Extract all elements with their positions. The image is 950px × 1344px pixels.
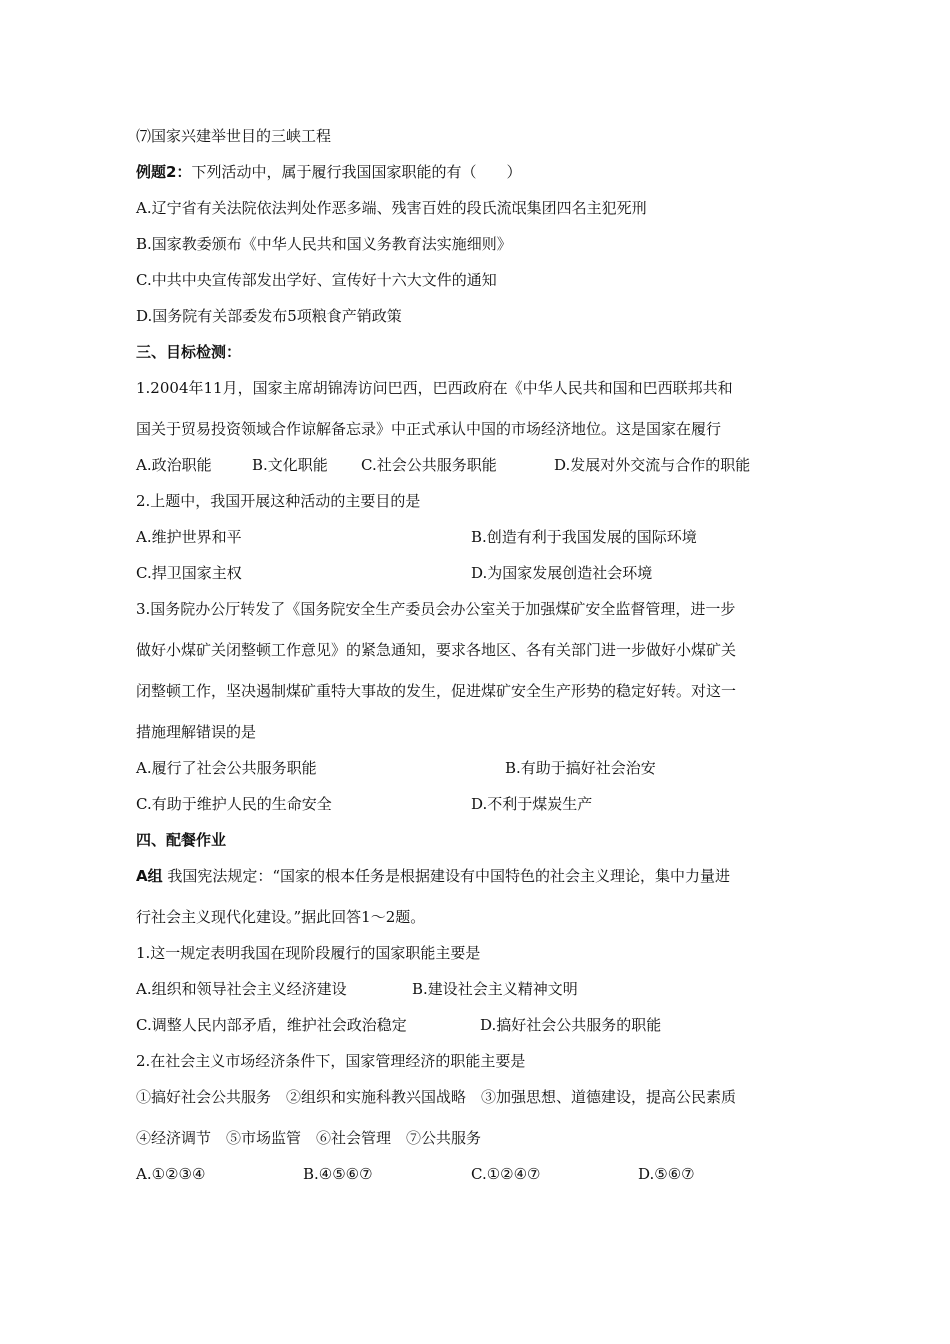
section-heading: 三、目标检测： (136, 343, 242, 361)
option-a: A.辽宁省有关法院依法判处作恶多端、残害百姓的段氏流氓集团四名主犯死刑 (136, 199, 647, 217)
question-text: 3.国务院办公厅转发了《国务院安全生产委员会办公室关于加强煤矿安全监督管理，进一步 (136, 600, 736, 618)
question-items: ④经济调节 ⑤市场监管 ⑥社会管理 ⑦公共服务 (136, 1129, 482, 1147)
option-b: B.文化职能 (252, 456, 328, 474)
question-text: 闭整顿工作，坚决遏制煤矿重特大事故的发生，促进煤矿安全生产形势的稳定好转。对这一 (136, 682, 737, 700)
option-c: C.调整人民内部矛盾，维护社会政治稳定 (136, 1016, 407, 1034)
question-text: 1.这一规定表明我国在现阶段履行的国家职能主要是 (136, 944, 481, 962)
question-text: 国关于贸易投资领域合作谅解备忘录》中正式承认中国的市场经济地位。这是国家在履行 (136, 420, 722, 438)
section-heading: 四、配餐作业 (136, 831, 227, 849)
option-d: D.发展对外交流与合作的职能 (554, 456, 751, 474)
option-d: D.搞好社会公共服务的职能 (480, 1016, 662, 1034)
option-d: D.⑤⑥⑦ (638, 1165, 695, 1183)
question-text: 做好小煤矿关闭整顿工作意见》的紧急通知，要求各地区、各有关部门进一步做好小煤矿关 (136, 641, 737, 659)
question-text: 2.上题中，我国开展这种活动的主要目的是 (136, 492, 421, 510)
example-2-text: 下列活动中，属于履行我国国家职能的有（ ） (191, 163, 522, 181)
option-b: B.国家教委颁布《中华人民共和国义务教育法实施细则》 (136, 235, 512, 253)
text-line: ⑺国家兴建举世目的三峡工程 (136, 127, 332, 145)
option-a: A.①②③④ (136, 1165, 206, 1183)
question-text: 1.2004年11月，国家主席胡锦涛访问巴西，巴西政府在《中华人民共和国和巴西联邦共和 (136, 379, 733, 397)
question-items: ①搞好社会公共服务 ②组织和实施科教兴国战略 ③加强思想、道德建设，提高公民素质 (136, 1088, 737, 1106)
example-2-question (136, 162, 521, 182)
option-b: B.有助于搞好社会治安 (505, 759, 656, 777)
group-a-intro (136, 866, 730, 886)
option-a: A.履行了社会公共服务职能 (136, 759, 317, 777)
group-a-label: A组 (136, 867, 163, 885)
option-d: D.不利于煤炭生产 (471, 795, 593, 813)
option-c: C.有助于维护人民的生命安全 (136, 795, 332, 813)
option-a: A.组织和领导社会主义经济建设 (136, 980, 347, 998)
question-text: 措施理解错误的是 (136, 723, 257, 741)
option-d: D.为国家发展创造社会环境 (471, 564, 653, 582)
option-a: A.维护世界和平 (136, 528, 242, 546)
option-d: D.国务院有关部委发布5项粮食产销政策 (136, 307, 402, 325)
group-a-text: 我国宪法规定：“国家的根本任务是根据建设有中国特色的社会主义理论，集中力量进 (162, 867, 731, 885)
option-c: C.社会公共服务职能 (361, 456, 497, 474)
option-c: C.捍卫国家主权 (136, 564, 242, 582)
option-a: A.政治职能 (136, 456, 212, 474)
option-b: B.④⑤⑥⑦ (303, 1165, 373, 1183)
option-c: C.中共中央宣传部发出学好、宣传好十六大文件的通知 (136, 271, 497, 289)
example-2-label: 例题2： (136, 163, 192, 181)
option-b: B.建设社会主义精神文明 (412, 980, 578, 998)
option-b: B.创造有利于我国发展的国际环境 (471, 528, 697, 546)
question-text: 行社会主义现代化建设。”据此回答1～2题。 (136, 908, 426, 926)
option-c: C.①②④⑦ (471, 1165, 541, 1183)
question-text: 2.在社会主义市场经济条件下，国家管理经济的职能主要是 (136, 1052, 526, 1070)
